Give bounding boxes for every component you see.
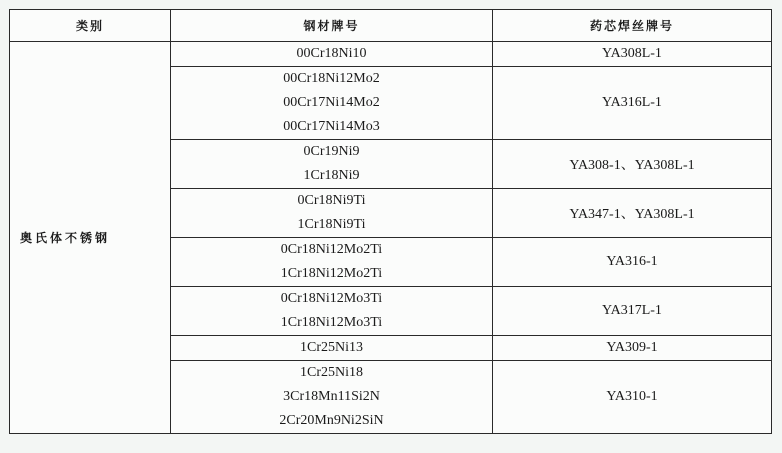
wire-cell: YA310-1: [493, 361, 772, 434]
steel-grade: 3Cr18Mn11Si2N: [283, 389, 380, 404]
steel-grade: 1Cr25Ni18: [300, 365, 363, 380]
wire-cell: YA316-1: [493, 238, 772, 287]
steel-grade: 1Cr18Ni12Mo3Ti: [280, 315, 383, 330]
wire-cell: YA309-1: [493, 336, 772, 361]
steel-grade: 00Cr18Ni12Mo2: [283, 71, 380, 86]
steel-grade: 0Cr18Ni9Ti: [297, 193, 366, 208]
steel-cell: [171, 140, 493, 189]
steel-grade: 1Cr18Ni9: [303, 168, 360, 183]
steel-grade: 1Cr18Ni12Mo2Ti: [280, 266, 383, 281]
header-category: 类别: [10, 10, 171, 42]
steel-cell: [171, 67, 493, 140]
header-row: [10, 10, 772, 42]
steel-cell: [171, 42, 493, 67]
table-row: [10, 42, 772, 67]
steel-cell: [171, 336, 493, 361]
category-cell: 奥氏体不锈钢: [10, 42, 171, 434]
header-steel-grade: 钢材牌号: [171, 10, 493, 42]
steel-grade: 00Cr17Ni14Mo2: [283, 95, 380, 110]
wire-cell: YA316L-1: [493, 67, 772, 140]
wire-cell: YA347-1、YA308L-1: [493, 189, 772, 238]
steel-cell: [171, 189, 493, 238]
wire-cell: YA308-1、YA308L-1: [493, 140, 772, 189]
steel-grade: 00Cr17Ni14Mo3: [283, 119, 380, 134]
steel-cell: [171, 361, 493, 434]
steel-grade: 2Cr20Mn9Ni2SiN: [279, 413, 384, 428]
welding-wire-table: [9, 9, 772, 434]
steel-cell: [171, 238, 493, 287]
wire-cell: YA317L-1: [493, 287, 772, 336]
header-wire-grade: 药芯焊丝牌号: [493, 10, 772, 42]
steel-grade: 0Cr18Ni12Mo2Ti: [280, 242, 383, 257]
steel-grade: 1Cr25Ni13: [300, 340, 363, 355]
steel-cell: [171, 287, 493, 336]
steel-grade: 00Cr18Ni10: [296, 46, 367, 61]
steel-grade: 0Cr18Ni12Mo3Ti: [280, 291, 383, 306]
wire-cell: YA308L-1: [493, 42, 772, 67]
steel-grade: 0Cr19Ni9: [303, 144, 360, 159]
steel-grade: 1Cr18Ni9Ti: [297, 217, 366, 232]
